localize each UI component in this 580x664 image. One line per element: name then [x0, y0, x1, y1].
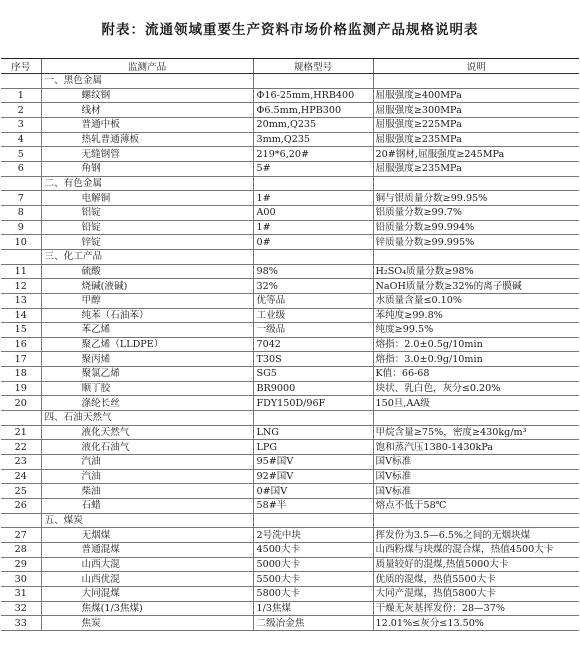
cell-product: 山西大混	[41, 557, 253, 572]
cell-no: 31	[1, 586, 41, 601]
cell-no	[1, 411, 41, 426]
cell-product: 烧碱(液碱)	[41, 279, 253, 294]
cell-model: 5800大卡	[253, 586, 373, 601]
spec-table	[1, 58, 579, 631]
cell-no: 24	[1, 469, 41, 484]
cell-no: 14	[1, 308, 41, 323]
cell-model: 5000大卡	[253, 557, 373, 572]
cell-model: 98%	[253, 264, 373, 279]
table-header-row	[1, 59, 579, 74]
table-row	[1, 440, 579, 455]
cell-product: 苯乙烯	[41, 323, 253, 338]
cell-no: 12	[1, 279, 41, 294]
cell-product: 无烟煤	[41, 528, 253, 543]
table-row	[1, 264, 579, 279]
cell-model: 7042	[253, 337, 373, 352]
cell-desc: 挥发份为3.5—6.5%之间的无烟块煤	[373, 528, 579, 543]
cell-model: 5500大卡	[253, 572, 373, 587]
cell-desc: 甲烷含量≥75%，密度≥430kg/m³	[373, 425, 579, 440]
cell-desc: 屈服强度≥225MPa	[373, 117, 579, 132]
cell-model	[253, 74, 373, 89]
cell-product: 甲醇	[41, 293, 253, 308]
cell-product: 液化石油气	[41, 440, 253, 455]
cell-model	[253, 513, 373, 528]
cell-product: 液化天然气	[41, 425, 253, 440]
cell-no: 19	[1, 381, 41, 396]
cell-category: 五、煤炭	[41, 513, 253, 528]
document-title: 附表：流通领域重要生产资料市场价格监测产品规格说明表	[101, 22, 479, 38]
cell-desc: 屈服强度≥300MPa	[373, 103, 579, 118]
cell-no: 17	[1, 352, 41, 367]
cell-product: 大同混煤	[41, 586, 253, 601]
cell-desc: 150旦,AA级	[373, 396, 579, 411]
column-header-no: 序号	[1, 59, 41, 74]
cell-model: BR9000	[253, 381, 373, 396]
cell-model: 1#	[253, 191, 373, 206]
cell-no: 4	[1, 132, 41, 147]
table-row	[1, 425, 579, 440]
cell-product: 涤纶长丝	[41, 396, 253, 411]
cell-product: 山西优混	[41, 572, 253, 587]
cell-desc: 12.01%≤灰分≤13.50%	[373, 616, 579, 631]
cell-product: 焦煤(1/3焦煤)	[41, 601, 253, 616]
cell-desc: 锌质量分数≥99.995%	[373, 235, 579, 250]
cell-category: 四、石油天然气	[41, 411, 253, 426]
category-row	[1, 411, 579, 426]
cell-desc: 国Ⅴ标准	[373, 469, 579, 484]
cell-desc: 质量较好的混煤,热值5000大卡	[373, 557, 579, 572]
category-row	[1, 513, 579, 528]
cell-category: 一、黑色金属	[41, 74, 253, 89]
cell-model: 1#	[253, 220, 373, 235]
cell-model: 95#国Ⅴ	[253, 455, 373, 470]
cell-no	[1, 249, 41, 264]
cell-desc	[373, 74, 579, 89]
cell-desc: 纯度≥99.5%	[373, 323, 579, 338]
cell-model: 一级品	[253, 323, 373, 338]
cell-desc	[373, 513, 579, 528]
cell-product: 无缝钢管	[41, 147, 253, 162]
cell-product: 铅锭	[41, 220, 253, 235]
table-row	[1, 381, 579, 396]
cell-no: 30	[1, 572, 41, 587]
cell-model	[253, 411, 373, 426]
cell-desc: 山西粉煤与块煤的混合煤，热值4500大卡	[373, 543, 579, 558]
cell-desc: 熔点不低于58℃	[373, 499, 579, 514]
cell-product: 石蜡	[41, 499, 253, 514]
cell-product: 汽油	[41, 469, 253, 484]
cell-product: 普通中板	[41, 117, 253, 132]
cell-product: 聚丙烯	[41, 352, 253, 367]
table-row	[1, 601, 579, 616]
cell-model: 0#	[253, 235, 373, 250]
cell-no: 3	[1, 117, 41, 132]
cell-product: 铝锭	[41, 205, 253, 220]
table-row	[1, 586, 579, 601]
cell-no: 22	[1, 440, 41, 455]
table-row	[1, 557, 579, 572]
table-body	[1, 74, 579, 631]
cell-no: 27	[1, 528, 41, 543]
cell-model: 工业级	[253, 308, 373, 323]
cell-no: 1	[1, 88, 41, 103]
cell-model: 优等品	[253, 293, 373, 308]
cell-product: 角钢	[41, 161, 253, 176]
cell-no: 18	[1, 367, 41, 382]
table-row	[1, 132, 579, 147]
cell-model: 0#国Ⅴ	[253, 484, 373, 499]
cell-no: 10	[1, 235, 41, 250]
cell-no: 20	[1, 396, 41, 411]
table-row	[1, 308, 579, 323]
table-row	[1, 323, 579, 338]
cell-model: 32%	[253, 279, 373, 294]
cell-desc	[373, 176, 579, 191]
cell-model: 4500大卡	[253, 543, 373, 558]
table-row	[1, 103, 579, 118]
cell-model: 5#	[253, 161, 373, 176]
table-row	[1, 337, 579, 352]
cell-model: 1/3焦煤	[253, 601, 373, 616]
table-row	[1, 469, 579, 484]
cell-no: 28	[1, 543, 41, 558]
table-row	[1, 235, 579, 250]
cell-product: 焦炭	[41, 616, 253, 631]
cell-desc: 水质量含量≤0.10%	[373, 293, 579, 308]
cell-desc: 熔指：2.0±0.5g/10min	[373, 337, 579, 352]
table-row	[1, 499, 579, 514]
cell-no	[1, 513, 41, 528]
cell-product: 锌锭	[41, 235, 253, 250]
cell-desc: 屈服强度≥235MPa	[373, 161, 579, 176]
cell-model: Φ6.5mm,HPB300	[253, 103, 373, 118]
cell-model: 58#半	[253, 499, 373, 514]
cell-product: 热轧普通薄板	[41, 132, 253, 147]
cell-model: LNG	[253, 425, 373, 440]
cell-no	[1, 176, 41, 191]
cell-no: 32	[1, 601, 41, 616]
cell-category: 三、化工产品	[41, 249, 253, 264]
cell-desc: 屈服强度≥400MPa	[373, 88, 579, 103]
cell-no: 2	[1, 103, 41, 118]
cell-no: 11	[1, 264, 41, 279]
table-row	[1, 543, 579, 558]
cell-desc	[373, 249, 579, 264]
cell-no: 21	[1, 425, 41, 440]
cell-product: 聚氯乙烯	[41, 367, 253, 382]
cell-no: 29	[1, 557, 41, 572]
cell-model: T30S	[253, 352, 373, 367]
cell-product: 聚乙烯（LLDPE）	[41, 337, 253, 352]
cell-no: 15	[1, 323, 41, 338]
table-row	[1, 191, 579, 206]
cell-no: 6	[1, 161, 41, 176]
column-header-desc: 说明	[373, 59, 579, 74]
cell-no: 25	[1, 484, 41, 499]
cell-desc: 铝质量分数≥99.7%	[373, 205, 579, 220]
table-row	[1, 528, 579, 543]
cell-model: LPG	[253, 440, 373, 455]
cell-no: 33	[1, 616, 41, 631]
cell-desc: 饱和蒸汽压1380-1430kPa	[373, 440, 579, 455]
cell-desc: 苯纯度≥99.8%	[373, 308, 579, 323]
table-row	[1, 279, 579, 294]
cell-product: 螺纹钢	[41, 88, 253, 103]
cell-no: 8	[1, 205, 41, 220]
cell-model: 二级冶金焦	[253, 616, 373, 631]
column-header-model: 规格型号	[253, 59, 373, 74]
cell-model: Φ16-25mm,HRB400	[253, 88, 373, 103]
cell-model: 20mm,Q235	[253, 117, 373, 132]
table-row	[1, 205, 579, 220]
table-row	[1, 117, 579, 132]
cell-model: 2号洗中块	[253, 528, 373, 543]
cell-model: 219*6,20#	[253, 147, 373, 162]
cell-product: 柴油	[41, 484, 253, 499]
table-row	[1, 147, 579, 162]
cell-desc: 干燥无灰基挥发份：28—37%	[373, 601, 579, 616]
cell-product: 线材	[41, 103, 253, 118]
table-row	[1, 572, 579, 587]
cell-product: 汽油	[41, 455, 253, 470]
cell-model	[253, 249, 373, 264]
cell-no: 23	[1, 455, 41, 470]
cell-product: 电解铜	[41, 191, 253, 206]
cell-no: 16	[1, 337, 41, 352]
table-row	[1, 293, 579, 308]
cell-product: 顺丁胶	[41, 381, 253, 396]
cell-desc: 熔指：3.0±0.9g/10min	[373, 352, 579, 367]
cell-no: 7	[1, 191, 41, 206]
category-row	[1, 249, 579, 264]
table-row	[1, 352, 579, 367]
table-row	[1, 88, 579, 103]
cell-desc: 铜与银质量分数≥99.95%	[373, 191, 579, 206]
table-row	[1, 484, 579, 499]
category-row	[1, 176, 579, 191]
column-header-product: 监测产品	[41, 59, 253, 74]
cell-desc: K值：66-68	[373, 367, 579, 382]
table-row	[1, 220, 579, 235]
cell-no: 9	[1, 220, 41, 235]
cell-model: SG5	[253, 367, 373, 382]
cell-desc: 铅质量分数≥99.994%	[373, 220, 579, 235]
cell-desc: 国Ⅴ标准	[373, 455, 579, 470]
cell-desc	[373, 411, 579, 426]
table-row	[1, 367, 579, 382]
cell-category: 二、有色金属	[41, 176, 253, 191]
cell-model: 3mm,Q235	[253, 132, 373, 147]
cell-model: FDY150D/96F	[253, 396, 373, 411]
cell-model: 92#国Ⅴ	[253, 469, 373, 484]
table-row	[1, 161, 579, 176]
cell-desc: 20#钢材,屈服强度≥245MPa	[373, 147, 579, 162]
cell-desc: 块状、乳白色，灰分≤0.20%	[373, 381, 579, 396]
table-row	[1, 396, 579, 411]
cell-no	[1, 74, 41, 89]
cell-product: 硫酸	[41, 264, 253, 279]
cell-model: A00	[253, 205, 373, 220]
table-row	[1, 455, 579, 470]
cell-product: 普通混煤	[41, 543, 253, 558]
cell-desc: 屈服强度≥235MPa	[373, 132, 579, 147]
cell-no: 13	[1, 293, 41, 308]
cell-model	[253, 176, 373, 191]
cell-desc: 优质的混煤，热值5500大卡	[373, 572, 579, 587]
cell-desc: 大同产混煤，热值5800大卡	[373, 586, 579, 601]
category-row	[1, 74, 579, 89]
cell-desc: NaOH质量分数≥32%的离子膜碱	[373, 279, 579, 294]
cell-desc: 国Ⅴ标准	[373, 484, 579, 499]
cell-desc: H₂SO₄质量分数≥98%	[373, 264, 579, 279]
cell-product: 纯苯（石油苯）	[41, 308, 253, 323]
cell-no: 26	[1, 499, 41, 514]
table-row	[1, 616, 579, 631]
cell-no: 5	[1, 147, 41, 162]
